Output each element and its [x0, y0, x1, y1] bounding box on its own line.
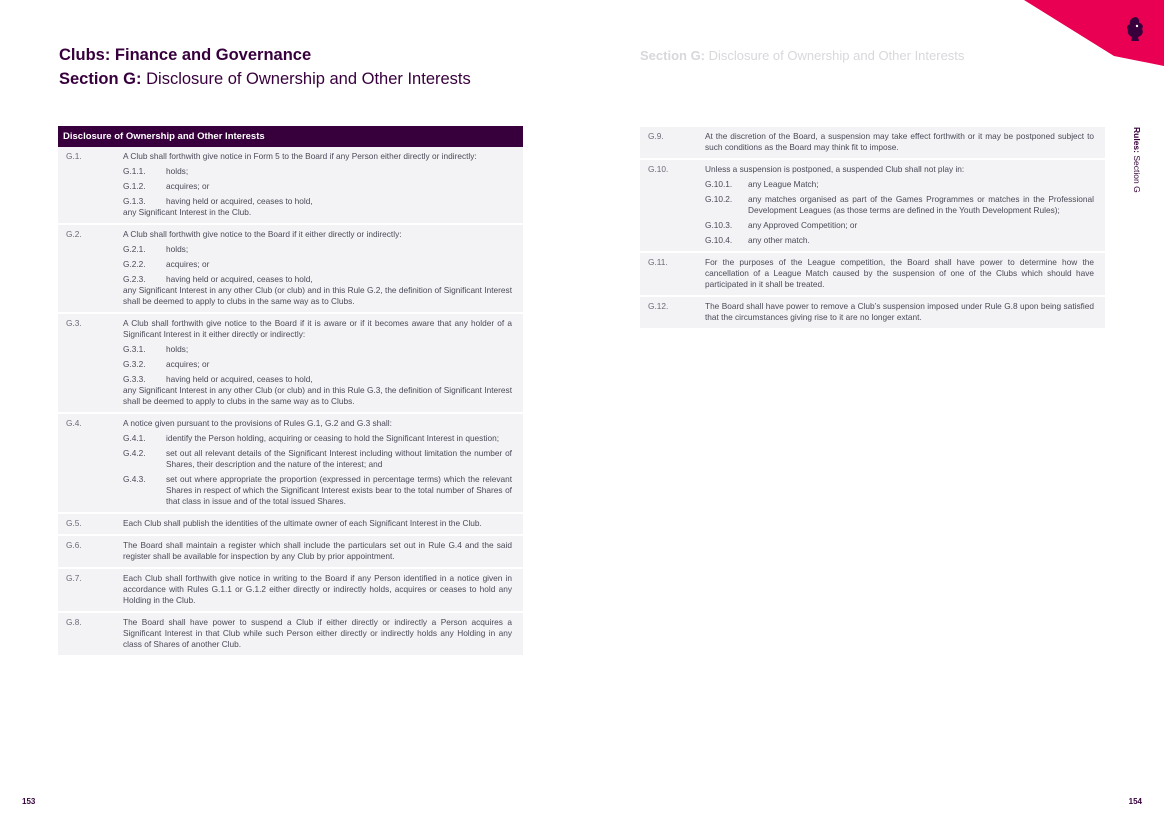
- right-rules-list: [640, 127, 1105, 330]
- sub-clause-number: G.10.1.: [705, 179, 733, 189]
- left-rules-table: [58, 126, 523, 657]
- sub-clause-number: G.1.2.: [123, 181, 146, 191]
- sub-clause-text: any Approved Competition; or: [748, 220, 858, 230]
- sub-clause-text: having held or acquired, ceases to hold,: [166, 274, 313, 284]
- sub-clause-number: G.2.1.: [123, 244, 146, 254]
- side-tab-bold: Rules:: [1132, 127, 1142, 153]
- table-heading: Disclosure of Ownership and Other Interests: [58, 126, 523, 147]
- rule-number: G.7.: [66, 573, 82, 583]
- rule-number: G.1.: [66, 151, 82, 161]
- rule-body: [123, 540, 523, 562]
- section-label: Section G:: [59, 70, 142, 88]
- sub-clause-text: holds;: [166, 166, 189, 176]
- rule-text: A notice given pursuant to the provisions of Rules G.1, G.2 and G.3 shall:: [123, 418, 392, 428]
- rule-body: [123, 518, 523, 529]
- rule-body: [705, 257, 1105, 290]
- rule-row: [640, 253, 1105, 297]
- rule-row: [640, 297, 1105, 330]
- side-tab-text: Section G: [1132, 155, 1142, 193]
- sub-clause-text: having held or acquired, ceases to hold,: [166, 196, 313, 206]
- sub-clause-number: G.3.3.: [123, 374, 146, 384]
- sub-clause-number: G.4.1.: [123, 433, 146, 443]
- vertical-side-tab: [1132, 127, 1142, 193]
- right-section-title: Disclosure of Ownership and Other Interests: [708, 48, 965, 63]
- sub-clause-number: G.2.2.: [123, 259, 146, 269]
- sub-clause: [123, 166, 512, 177]
- rule-text: Each Club shall publish the identities of the ultimate owner of each Significant Interest in the Club.: [123, 518, 482, 528]
- sub-clause-text: having held or acquired, ceases to hold,: [166, 374, 313, 384]
- rule-number: G.3.: [66, 318, 82, 328]
- rule-body: [123, 151, 523, 218]
- sub-clause: [123, 433, 512, 444]
- rule-text: The Board shall have power to suspend a Club if either directly or indirectly a Person acquires a Significant Interest in that Club while such Person either directly or indirectly holds any Holding in any class of Shares of another Club.: [123, 617, 512, 649]
- rule-row: [58, 514, 523, 536]
- sub-clause-text: acquires; or: [166, 181, 210, 191]
- rule-body: [123, 617, 523, 650]
- right-running-header: [640, 48, 964, 63]
- sub-clause: [705, 220, 1094, 231]
- rule-text: At the discretion of the Board, a suspension may take effect forthwith or it may be postponed subject to such conditions as the Board may think fit to impose.: [705, 131, 1094, 152]
- rule-body: [123, 418, 523, 507]
- rule-body: [123, 229, 523, 307]
- sub-clause: [705, 194, 1094, 216]
- sub-clause: [123, 359, 512, 370]
- sub-clause-number: G.1.3.: [123, 196, 146, 206]
- rule-body: [705, 301, 1105, 323]
- rule-row: [58, 414, 523, 514]
- sub-clause-text: set out where appropriate the proportion (expressed in percentage terms) which the relevant Shares in respect of which the Significant Interest exists bear to the total number of Shares of that class in issue and of the total issued Shares.: [166, 474, 512, 506]
- rule-number: G.4.: [66, 418, 82, 428]
- rule-body: [705, 131, 1105, 153]
- page-number-right: 154: [1128, 797, 1142, 806]
- sub-clause-text: any League Match;: [748, 179, 819, 189]
- sub-clause-text: holds;: [166, 244, 189, 254]
- sub-clause-number: G.10.4.: [705, 235, 733, 245]
- rule-row: [58, 147, 523, 225]
- left-rules-list: [58, 147, 523, 657]
- rule-number: G.8.: [66, 617, 82, 627]
- rule-text: A Club shall forthwith give notice to the Board if it is aware or if it becomes aware that any holder of a Significant Interest in it either directly or indirectly:: [123, 318, 512, 339]
- rule-row: [640, 160, 1105, 253]
- page-number-left: 153: [22, 797, 36, 806]
- rule-text: Each Club shall forthwith give notice in writing to the Board if any Person identified in a notice given in accordance with Rules G.1.1 or G.1.2 either directly or indirectly holds, acquires or ceases to hold any Holding in the Club.: [123, 573, 512, 605]
- right-rules-table: [640, 127, 1105, 330]
- rule-number: G.12.: [648, 301, 669, 311]
- rule-row: [58, 314, 523, 414]
- rule-tail-text: any Significant Interest in the Club.: [123, 207, 252, 217]
- rule-number: G.5.: [66, 518, 82, 528]
- sub-clause-number: G.10.2.: [705, 194, 733, 204]
- rule-row: [640, 127, 1105, 160]
- sub-clause-number: G.3.2.: [123, 359, 146, 369]
- sub-clause: [123, 274, 512, 285]
- rule-text: For the purposes of the League competition, the Board shall have power to determine how the cancellation of a League Match caused by the suspension of one of the Clubs which should have participated in it shall be treated.: [705, 257, 1094, 289]
- sub-clause-text: holds;: [166, 344, 189, 354]
- sub-clause: [123, 344, 512, 355]
- sub-clause: [123, 244, 512, 255]
- rule-number: G.6.: [66, 540, 82, 550]
- rule-row: [58, 569, 523, 613]
- rule-number: G.9.: [648, 131, 664, 141]
- rule-number: G.2.: [66, 229, 82, 239]
- sub-clause-text: any matches organised as part of the Games Programmes or matches in the Professional Development Leagues (as those terms are defined in the Youth Development Rules);: [748, 194, 1094, 215]
- sub-clause: [123, 181, 512, 192]
- rule-body: [123, 318, 523, 407]
- sub-clause-number: G.4.2.: [123, 448, 146, 458]
- rule-body: [705, 164, 1105, 246]
- sub-clause: [705, 235, 1094, 246]
- section-heading: [59, 70, 471, 89]
- rule-tail-text: any Significant Interest in any other Club (or club) and in this Rule G.2, the definition of Significant Interest shall be deemed to apply to clubs in the same way as to Clubs.: [123, 285, 512, 306]
- page-title: Clubs: Finance and Governance: [59, 46, 312, 64]
- rule-row: [58, 225, 523, 314]
- rule-row: [58, 613, 523, 657]
- rule-number: G.11.: [648, 257, 668, 267]
- rule-text: A Club shall forthwith give notice to the Board if it either directly or indirectly:: [123, 229, 402, 239]
- sub-clause: [123, 196, 512, 207]
- sub-clause-number: G.3.1.: [123, 344, 146, 354]
- rule-row: [58, 536, 523, 569]
- premier-league-lion-logo: [1124, 16, 1146, 42]
- rule-body: [123, 573, 523, 606]
- sub-clause: [705, 179, 1094, 190]
- section-title: Disclosure of Ownership and Other Interests: [146, 70, 471, 88]
- sub-clause: [123, 448, 512, 470]
- sub-clause-text: acquires; or: [166, 259, 210, 269]
- sub-clause-text: any other match.: [748, 235, 810, 245]
- rule-number: G.10.: [648, 164, 669, 174]
- sub-clause: [123, 474, 512, 507]
- sub-clause-number: G.10.3.: [705, 220, 733, 230]
- sub-clause-number: G.1.1.: [123, 166, 146, 176]
- sub-clause-number: G.4.3.: [123, 474, 146, 484]
- sub-clause: [123, 374, 512, 385]
- rule-text: The Board shall have power to remove a Club’s suspension imposed under Rule G.8 upon being satisfied that the circumstances giving rise to it are no longer extant.: [705, 301, 1094, 322]
- rule-text: The Board shall maintain a register which shall include the particulars set out in Rule G.4 and the said register shall be available for inspection by any Club by prior appointment.: [123, 540, 512, 561]
- rule-tail-text: any Significant Interest in any other Club (or club) and in this Rule G.3, the definition of Significant Interest shall be deemed to apply to clubs in the same way as to Clubs.: [123, 385, 512, 406]
- sub-clause-text: acquires; or: [166, 359, 210, 369]
- sub-clause-text: set out all relevant details of the Significant Interest including without limitation the number of Shares, their description and the nature of the interest; and: [166, 448, 512, 469]
- rule-text: A Club shall forthwith give notice in Form 5 to the Board if any Person either directly or indirectly:: [123, 151, 477, 161]
- rule-text: Unless a suspension is postponed, a suspended Club shall not play in:: [705, 164, 965, 174]
- sub-clause: [123, 259, 512, 270]
- sub-clause-text: identify the Person holding, acquiring or ceasing to hold the Significant Interest in question;: [166, 433, 500, 443]
- sub-clause-number: G.2.3.: [123, 274, 146, 284]
- right-section-label: Section G:: [640, 48, 706, 63]
